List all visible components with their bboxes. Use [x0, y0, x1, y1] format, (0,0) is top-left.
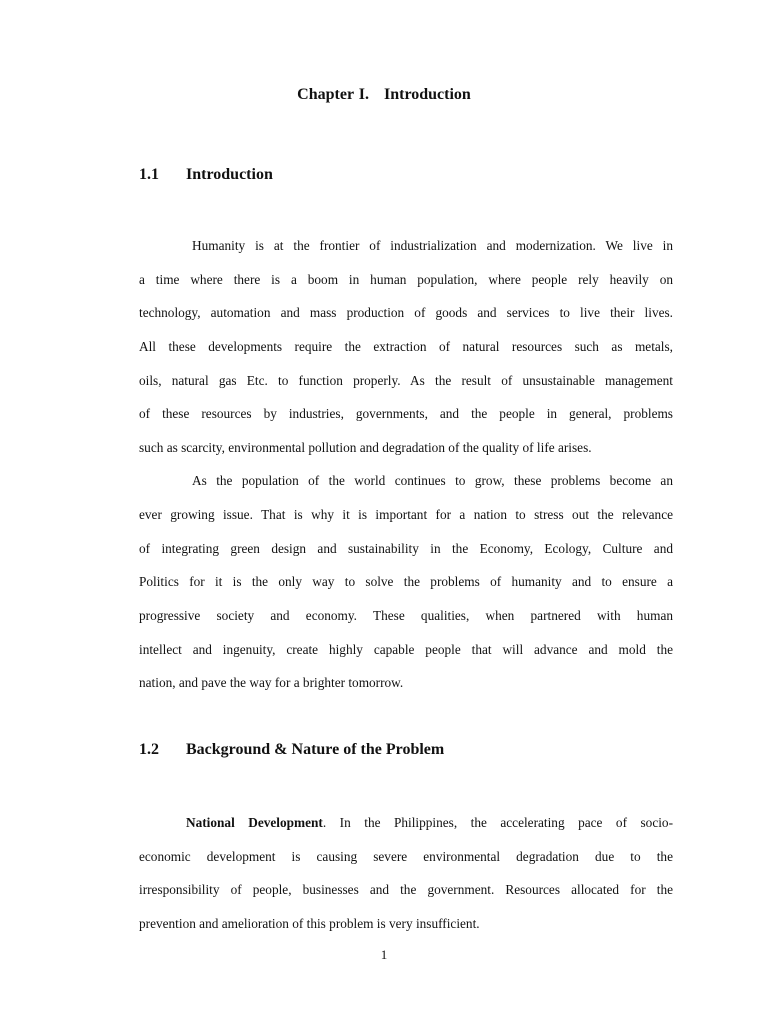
- chapter-name: Introduction: [383, 86, 471, 103]
- paragraph-line: such as scarcity, environmental pollution and degradation of the quality of life arises.: [139, 440, 592, 455]
- chapter-title: [0, 86, 768, 104]
- paragraph-line: a time where there is a boom in human population, where people rely heavily on: [139, 272, 673, 287]
- paragraph-line: Politics for it is the only way to solve the problems of humanity and to ensure a: [139, 574, 673, 589]
- section-number: 1.2: [139, 741, 159, 758]
- page-number: 1: [380, 947, 388, 962]
- paragraph-line: of these resources by industries, governments, and the people in general, problems: [139, 406, 673, 421]
- paragraph-line: progressive society and economy. These qualities, when partnered with human: [139, 608, 673, 623]
- section-title: Background & Nature of the Problem: [186, 741, 445, 758]
- paragraph-line: All these developments require the extraction of natural resources such as metals,: [139, 339, 673, 354]
- paragraph-line: ever growing issue. That is why it is important for a nation to stress out the relevance: [139, 507, 673, 522]
- paragraph-line: prevention and amelioration of this problem is very insufficient.: [139, 916, 480, 931]
- paragraph-lead-text: . In the Philippines, the accelerating pace of socio-: [322, 815, 673, 830]
- paragraph-line: technology, automation and mass production of goods and services to live their lives.: [139, 305, 673, 320]
- section-heading-1-2: [139, 741, 444, 759]
- paragraph-lead-term: National Development: [186, 815, 323, 830]
- section-title: Introduction: [186, 166, 273, 183]
- section-heading-1-1: [139, 166, 273, 184]
- paragraph-line: intellect and ingenuity, create highly capable people that will advance and mold the: [139, 642, 673, 657]
- paragraph-line: [186, 814, 673, 832]
- paragraph-line: oils, natural gas Etc. to function properly. As the result of unsustainable management: [139, 373, 673, 388]
- paragraph-line: Humanity is at the frontier of industrialization and modernization. We live in: [192, 238, 673, 253]
- paragraph-line: nation, and pave the way for a brighter tomorrow.: [139, 675, 404, 690]
- paragraph-line: of integrating green design and sustainability in the Economy, Ecology, Culture and: [139, 541, 673, 556]
- paragraph-line: economic development is causing severe environmental degradation due to the: [139, 849, 673, 864]
- paragraph-line: irresponsibility of people, businesses and the government. Resources allocated for the: [139, 882, 673, 897]
- section-number: 1.1: [139, 166, 159, 183]
- chapter-number: Chapter I.: [297, 86, 369, 103]
- paragraph-line: As the population of the world continues to grow, these problems become an: [192, 473, 673, 488]
